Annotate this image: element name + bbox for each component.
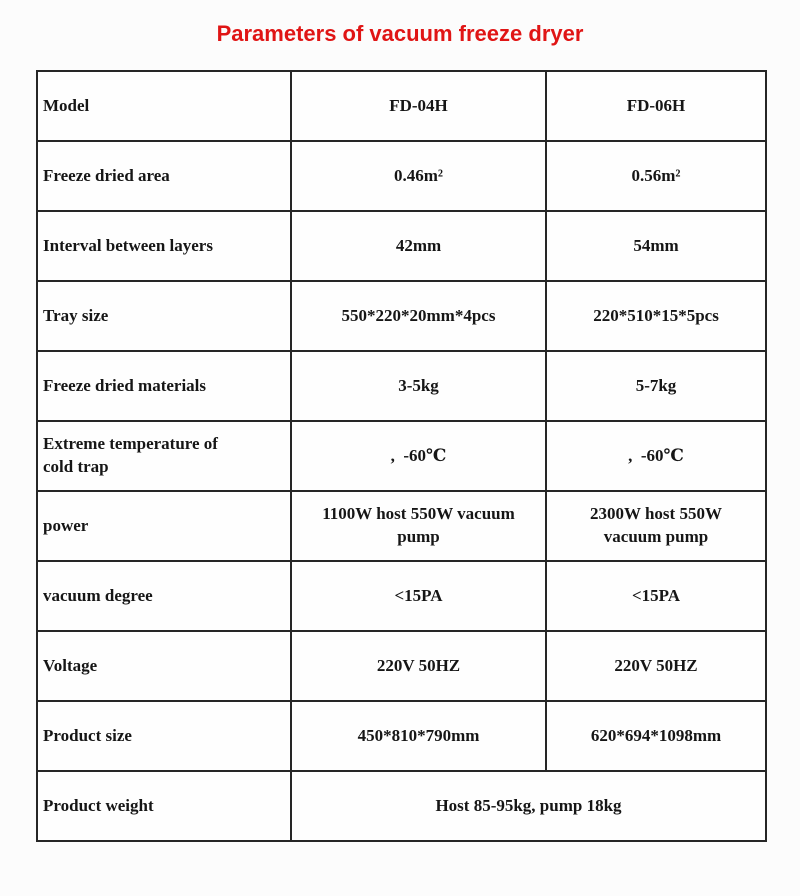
row-label-freeze-dried-materials: Freeze dried materials [37, 351, 291, 421]
row-label-extreme-temperature: Extreme temperature of cold trap [37, 421, 291, 491]
table-row-product-weight [37, 771, 766, 841]
vacuum-degree-fd06h-value: <15PA [546, 561, 766, 631]
row-label-vacuum-degree: vacuum degree [37, 561, 291, 631]
model-fd06h-value: FD-06H [546, 71, 766, 141]
materials-fd06h-value: 5-7kg [546, 351, 766, 421]
spec-table [36, 70, 767, 842]
table-row-vacuum-degree [37, 561, 766, 631]
interval-fd06h-value: 54mm [546, 211, 766, 281]
table-row-extreme-temperature [37, 421, 766, 491]
table-row-tray-size [37, 281, 766, 351]
row-label-product-weight: Product weight [37, 771, 291, 841]
table-row-freeze-dried-area [37, 141, 766, 211]
row-label-tray-size: Tray size [37, 281, 291, 351]
freeze-dried-area-fd06h-value: 0.56m² [546, 141, 766, 211]
product-size-fd06h-value: 620*694*1098mm [546, 701, 766, 771]
model-fd04h-value: FD-04H [291, 71, 546, 141]
row-label-voltage: Voltage [37, 631, 291, 701]
product-size-fd04h-value: 450*810*790mm [291, 701, 546, 771]
freeze-dried-area-fd04h-value: 0.46m² [291, 141, 546, 211]
table-row-interval-between-layers [37, 211, 766, 281]
page-title: Parameters of vacuum freeze dryer [216, 21, 584, 46]
interval-fd04h-value: 42mm [291, 211, 546, 281]
table-row-freeze-dried-materials [37, 351, 766, 421]
table-row-product-size [37, 701, 766, 771]
row-label-product-size: Product size [37, 701, 291, 771]
row-label-power: power [37, 491, 291, 561]
table-row-power [37, 491, 766, 561]
table-row-voltage [37, 631, 766, 701]
power-fd04h-value: 1100W host 550W vacuum pump [291, 491, 546, 561]
voltage-fd06h-value: 220V 50HZ [546, 631, 766, 701]
row-label-model: Model [37, 71, 291, 141]
tray-size-fd06h-value: 220*510*15*5pcs [546, 281, 766, 351]
table-row-model [37, 71, 766, 141]
vacuum-degree-fd04h-value: <15PA [291, 561, 546, 631]
cold-trap-temp-fd06h-value: , -60℃ [546, 421, 766, 491]
voltage-fd04h-value: 220V 50HZ [291, 631, 546, 701]
row-label-freeze-dried-area: Freeze dried area [37, 141, 291, 211]
materials-fd04h-value: 3-5kg [291, 351, 546, 421]
cold-trap-temp-fd04h-value: , -60℃ [291, 421, 546, 491]
power-fd06h-value: 2300W host 550W vacuum pump [546, 491, 766, 561]
tray-size-fd04h-value: 550*220*20mm*4pcs [291, 281, 546, 351]
product-weight-merged-value: Host 85-95kg, pump 18kg [291, 771, 766, 841]
row-label-interval-between-layers: Interval between layers [37, 211, 291, 281]
